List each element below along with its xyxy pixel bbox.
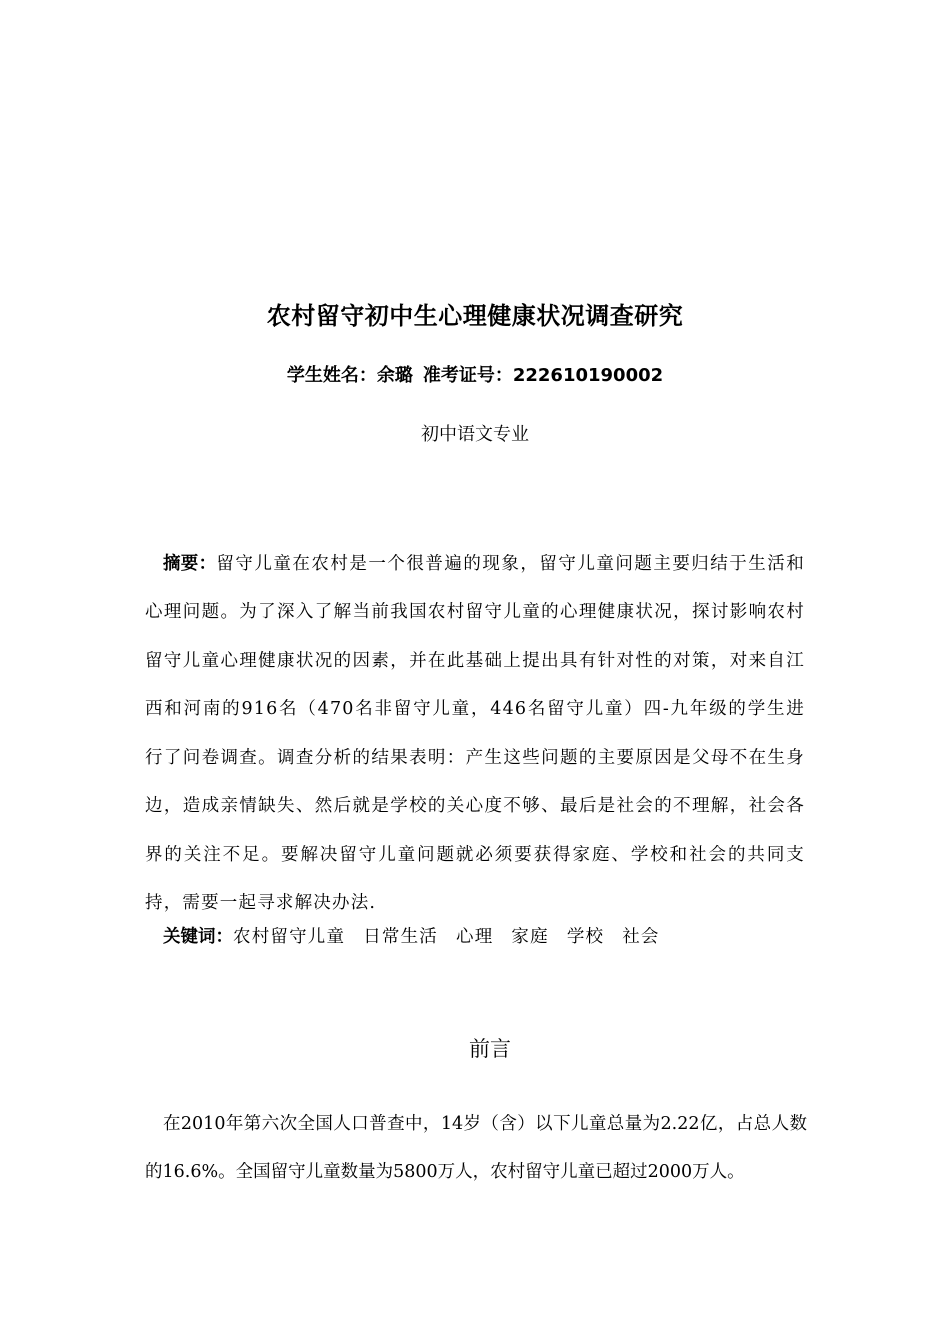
keyword: 心理 bbox=[456, 927, 494, 947]
abstract-paragraph bbox=[145, 540, 805, 928]
keyword: 日常生活 bbox=[363, 927, 439, 947]
keywords-line bbox=[163, 922, 813, 952]
intro-paragraph: 在2010年第六次全国人口普查中，14岁（含）以下儿童总量为2.22亿，占总人数的16.6%。全国留守儿童数量为5800万人，农村留守儿童已超过2000万人。 bbox=[145, 1113, 807, 1182]
keyword: 学校 bbox=[566, 927, 605, 947]
student-name: 余璐 bbox=[376, 365, 413, 386]
author-line bbox=[0, 361, 950, 387]
section-heading: 前言 bbox=[469, 1037, 511, 1061]
keyword: 社会 bbox=[622, 927, 660, 947]
student-name-label: 学生姓名： bbox=[286, 365, 377, 386]
keywords-label: 关键词： bbox=[163, 927, 233, 947]
major: 初中语文专业 bbox=[421, 424, 529, 445]
exam-id-label: 准考证号： bbox=[422, 365, 513, 386]
exam-id: 222610190002 bbox=[512, 365, 664, 386]
abstract-label: 摘要： bbox=[163, 553, 217, 574]
abstract-text: 留守儿童在农村是一个很普遍的现象，留守儿童问题主要归结于生活和心理问题。为了深入了解当前我国农村留守儿童的心理健康状况，探讨影响农村留守儿童心理健康状况的因素，并在此基础上提出具有针对性的对策，对来自江西和河南的916名（470名非留守儿童，446名留守儿童）四-九年级的学生进行了问卷调查。调查分析的结果表明：产生这些问题的主要原因是父母不在生身边，造成亲情缺失、然后就是学校的关心度不够、最后是社会的不理解，社会各界的关注不足。要解决留守儿童问题就必须要获得家庭、学校和社会的共同支持，需要一起寻求解决办法. bbox=[145, 553, 805, 913]
keyword: 农村留守儿童 bbox=[233, 927, 346, 947]
document-title: 农村留守初中生心理健康状况调查研究 bbox=[266, 302, 684, 330]
keyword: 家庭 bbox=[511, 927, 549, 947]
